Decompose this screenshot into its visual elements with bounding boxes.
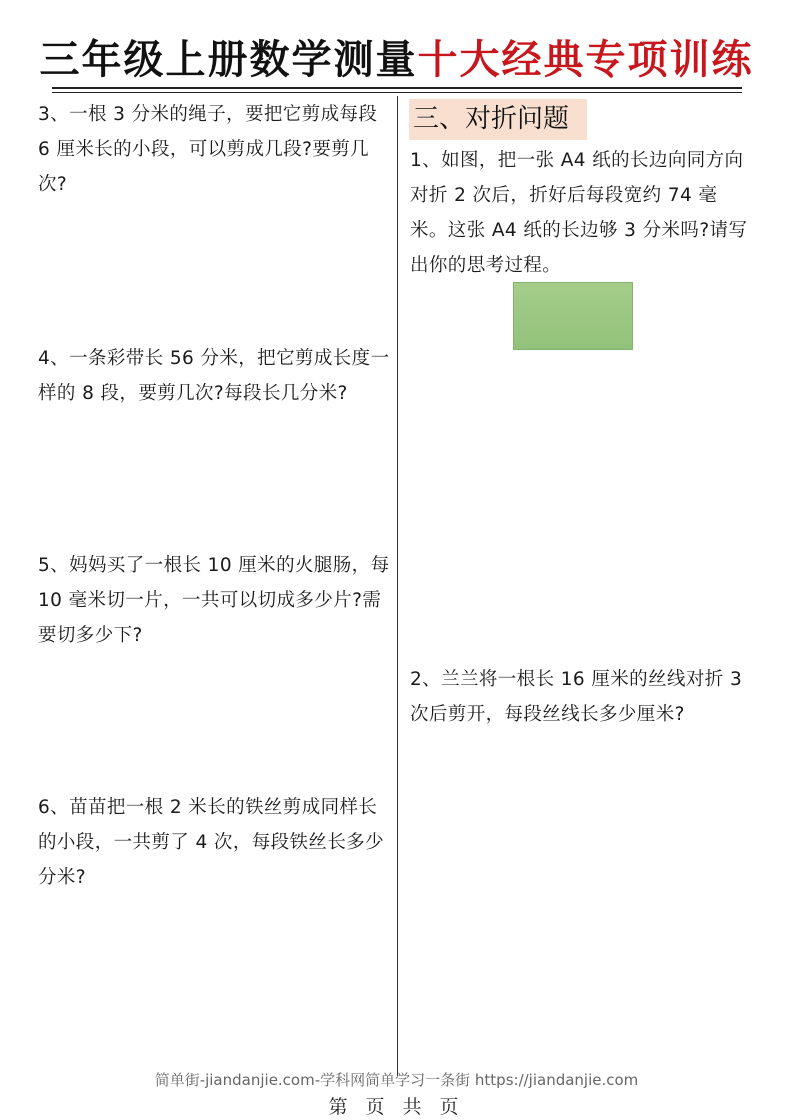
title-main: 三年级上册数学测量 [39,36,418,83]
section-title-folding: 三、对折问题 [409,99,587,140]
title-rule-thin [52,92,742,93]
footer-watermark: 简单街-jiandanjie.com-学科网简单学习一条街 https://jiandanjie.com [154,1071,639,1089]
page-title [0,36,793,84]
question-6: 6、苗苗把一根 2 米长的铁丝剪成同样长的小段，一共剪了 4 次，每段铁丝长多少分米? [38,797,385,888]
page-number: 第 页 共 页 [328,1096,465,1118]
column-divider [397,96,398,1076]
title-highlight: 十大经典专项训练 [417,36,754,83]
question-3: 3、一根 3 分米的绳子，要把它剪成每段 6 厘米长的小段，可以剪成几段?要剪几次? [38,104,378,195]
title-rule-thick [52,87,742,89]
folding-question-2: 2、兰兰将一根长 16 厘米的丝线对折 3 次后剪开，每段丝线长多少厘米? [410,669,743,725]
folding-question-1: 1、如图，把一张 A4 纸的长边向同方向对折 2 次后，折好后每段宽约 74 毫米。这张 A4 纸的长边够 3 分米吗?请写出你的思考过程。 [410,150,748,276]
question-5: 5、妈妈买了一根长 10 厘米的火腿肠，每 10 毫米切一片，一共可以切成多少片?需要切多少下? [38,555,390,646]
folded-paper-figure [513,282,633,350]
question-4: 4、一条彩带长 56 分米，把它剪成长度一样的 8 段，要剪几次?每段长几分米? [38,348,390,404]
